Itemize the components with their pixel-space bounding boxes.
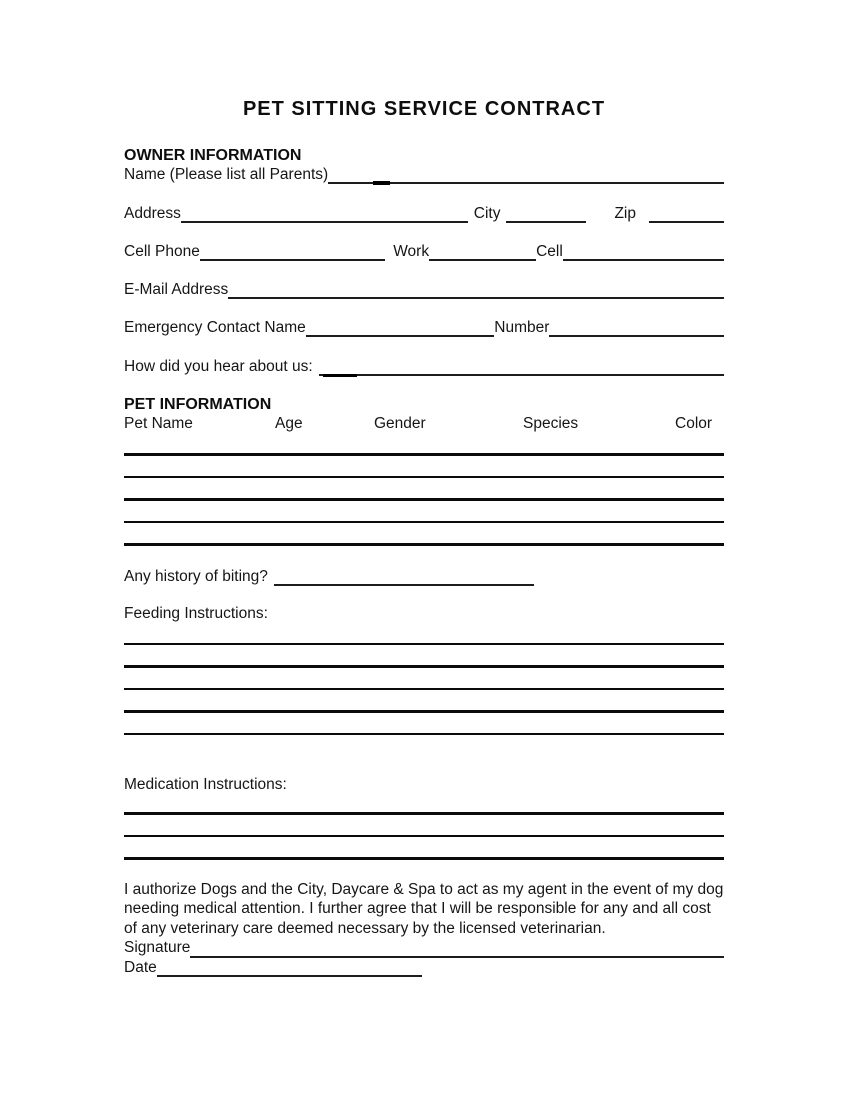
email-field-row: [124, 280, 724, 299]
address-input-line[interactable]: [181, 204, 468, 223]
email-field-label: E-Mail Address: [124, 281, 229, 298]
pet-table-row-line[interactable]: [124, 476, 724, 479]
cell-phone-input-line[interactable]: [200, 242, 385, 261]
address-field-label: Address: [124, 205, 181, 222]
feeding-writing-line[interactable]: [124, 643, 724, 646]
medication-instructions-label: Medication Instructions:: [124, 776, 287, 793]
pet-table-row-line[interactable]: [124, 521, 724, 524]
feeding-writing-line[interactable]: [124, 688, 724, 691]
feeding-writing-line[interactable]: [124, 733, 724, 736]
work-phone-input-line[interactable]: [429, 242, 536, 261]
pet-table-row-line[interactable]: [124, 453, 724, 456]
date-input-line[interactable]: [157, 958, 422, 978]
column-header-gender: Gender: [374, 415, 426, 432]
biting-history-row: [124, 567, 724, 586]
name-line-mark: [373, 181, 390, 185]
authorization-paragraph: I authorize Dogs and the City, Daycare & Spa to act as my agent in the event of my dog needing medical attention. I further agree that I will be responsible for any and all cost of any veterinary care deemed necessary by the licensed veterinarian.: [124, 880, 724, 937]
work-phone-field-label: Work: [393, 243, 430, 260]
column-header-pet-name: Pet Name: [124, 415, 193, 432]
emergency-name-input-line[interactable]: [306, 318, 495, 337]
phone-field-row: [124, 242, 724, 261]
signature-field-row: [124, 938, 724, 958]
date-field-row: [124, 958, 724, 978]
feeding-writing-line[interactable]: [124, 665, 724, 668]
emergency-number-input-line[interactable]: [549, 318, 724, 337]
email-input-line[interactable]: [228, 280, 724, 299]
pet-table-row-line[interactable]: [124, 498, 724, 501]
name-field-row: [124, 165, 724, 184]
medication-instructions-row: [124, 775, 724, 794]
pet-table-row-line[interactable]: [124, 543, 724, 546]
medication-writing-line[interactable]: [124, 857, 724, 860]
cell-alt-field-label: Cell: [536, 243, 563, 260]
name-input-line[interactable]: [328, 165, 724, 184]
feeding-writing-line[interactable]: [124, 710, 724, 713]
emergency-contact-row: [124, 318, 724, 337]
zip-input-line[interactable]: [649, 204, 724, 223]
pet-information-heading: PET INFORMATION: [124, 396, 272, 413]
column-header-color: Color: [675, 415, 713, 432]
address-field-row: [124, 204, 724, 223]
signature-field-label: Signature: [124, 939, 191, 956]
column-header-species: Species: [523, 415, 579, 432]
document-title: PET SITTING SERVICE CONTRACT: [242, 98, 606, 120]
referral-field-label: How did you hear about us:: [124, 358, 313, 375]
referral-input-line[interactable]: [319, 357, 724, 376]
city-input-line[interactable]: [506, 204, 586, 223]
column-header-age: Age: [275, 415, 303, 432]
pet-table-blank-rows: [124, 453, 724, 546]
city-field-label: City: [473, 205, 501, 222]
date-field-label: Date: [124, 958, 157, 976]
signature-input-line[interactable]: [190, 938, 724, 958]
name-field-label: Name (Please list all Parents): [124, 166, 329, 183]
medication-writing-line[interactable]: [124, 835, 724, 838]
pet-table-header-row: [124, 414, 724, 433]
feeding-instructions-label: Feeding Instructions:: [124, 604, 268, 622]
cell-alt-input-line[interactable]: [563, 242, 724, 261]
medication-writing-line[interactable]: [124, 812, 724, 815]
biting-history-label: Any history of biting?: [124, 567, 268, 585]
feeding-instructions-row: [124, 604, 724, 623]
emergency-number-label: Number: [494, 319, 550, 336]
medication-instructions-lines: [124, 812, 724, 860]
biting-history-input-line[interactable]: [274, 567, 534, 586]
referral-field-row: [124, 357, 724, 376]
referral-line-mark: [323, 374, 357, 377]
emergency-contact-label: Emergency Contact Name: [124, 319, 306, 336]
owner-information-heading: OWNER INFORMATION: [124, 147, 302, 164]
cell-phone-field-label: Cell Phone: [124, 243, 200, 260]
zip-field-label: Zip: [614, 205, 636, 222]
feeding-instructions-lines: [124, 643, 724, 736]
